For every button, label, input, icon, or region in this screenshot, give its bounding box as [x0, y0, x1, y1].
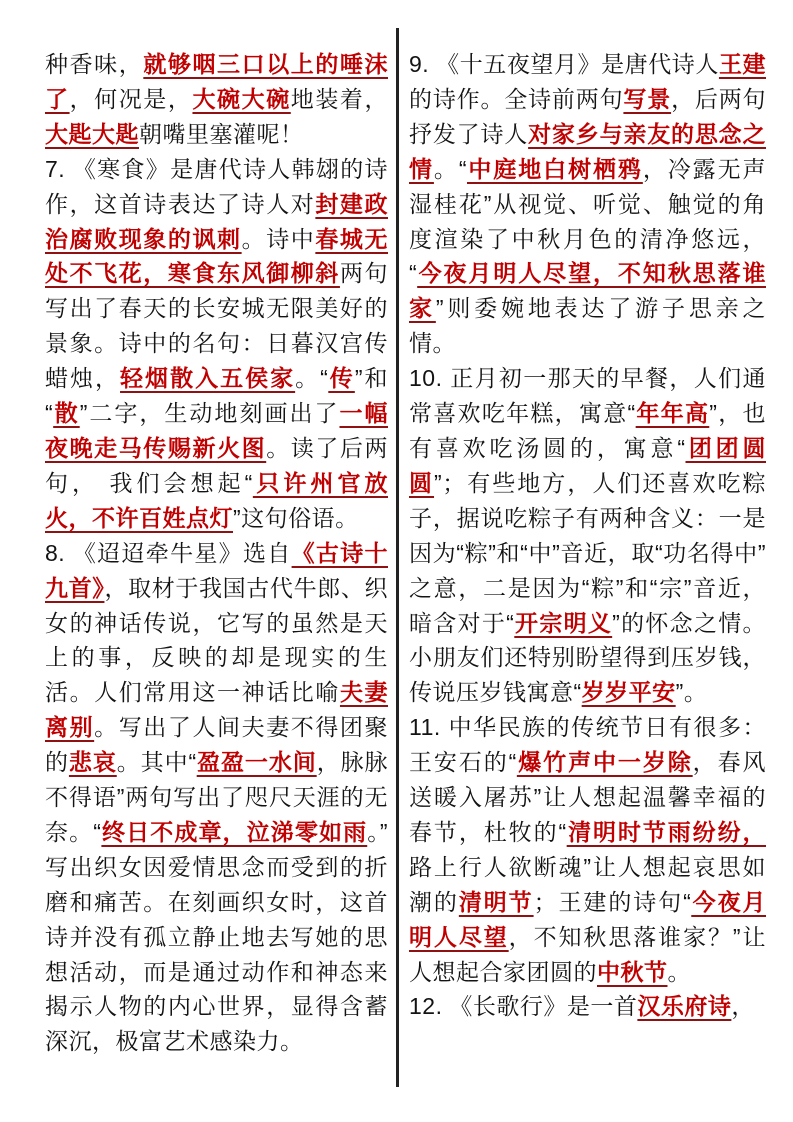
text-run: 9. 《十五夜望月》是唐代诗人	[409, 51, 719, 77]
highlight-run: 春城无处不飞花，寒食东风御柳斜	[45, 225, 389, 287]
text-run: ，冷露无声湿桂花”从视觉、听觉、触觉的角度渲染了中秋月色的清净悠远，“	[409, 155, 767, 287]
highlight-run: 对家乡与亲友的思念之情	[409, 120, 767, 182]
text-run: ”二字，生动地刻画出了	[79, 400, 340, 427]
paragraph	[45, 536, 388, 1060]
text-run: 。写出了人间夫妻不得团聚的	[45, 714, 389, 776]
text-run: ”的怀念之情。小朋友们还特别盼望得到压岁钱，传说压岁钱寓意“	[409, 609, 766, 706]
text-run: ”；有些地方，人们还喜欢吃粽子，据说吃粽子有两种含义：一是因为“粽”和“中”音近，取“功名得中”之意，二是因为“粽”和“宗”音近，暗含对于“	[409, 469, 766, 636]
text-run: 10. 正月初一那天的早餐，人们通常喜欢吃年糕，寓意“	[409, 365, 766, 427]
highlight-run: 轻烟散入五侯家	[120, 365, 296, 392]
highlight-run: 团团圆圆	[409, 434, 766, 496]
highlight-run: 中庭地白树栖鸦	[467, 155, 643, 182]
highlight-run: 清明节	[458, 888, 534, 915]
text-run: 8. 《迢迢牵牛星》选自	[45, 539, 292, 566]
text-run: ”，也有喜欢吃汤圆的，寓意“	[409, 400, 766, 461]
highlight-run: 终日不成章，泣涕零如雨	[101, 818, 368, 845]
text-run: 。“	[295, 365, 329, 392]
text-run: 。	[667, 958, 691, 985]
highlight-run: 岁岁平安	[581, 679, 676, 706]
text-run: ，脉脉不得语”两句写出了咫尺天涯的无奈。“	[45, 749, 389, 845]
text-run: 。“	[433, 155, 467, 182]
text-run: ，不知秋思落谁家？”让人想起合家团圆的	[409, 923, 766, 985]
paragraph	[409, 361, 766, 710]
text-run: 。诗中	[241, 225, 316, 252]
highlight-run: 封建政治腐败现象的讽刺	[45, 190, 389, 252]
text-run: ，何况是，	[69, 85, 193, 112]
column-divider	[396, 28, 399, 1087]
text-run: ；王建的诗句“	[533, 888, 692, 915]
highlight-run: 散	[53, 400, 80, 427]
text-run: 种香味，	[45, 51, 144, 77]
highlight-run: 汉乐府诗	[637, 993, 732, 1020]
text-run: ”和“	[45, 365, 388, 427]
text-run: 地装着，	[290, 85, 389, 112]
highlight-run: 王建	[718, 51, 767, 77]
highlight-run: 今夜月明人尽望，不知秋思落谁家	[409, 260, 766, 322]
text-run: ”。	[675, 679, 708, 706]
text-run: ，后两句抒发了诗人	[409, 85, 767, 147]
highlight-run: 《古诗十九首》	[45, 539, 388, 601]
paragraph	[45, 152, 388, 536]
highlight-run: 悲哀	[68, 749, 117, 776]
highlight-run: 传	[328, 365, 355, 392]
left-column	[45, 47, 388, 1059]
text-run: 。读了后两句， 我们会想起“	[45, 434, 389, 496]
highlight-run: 只许州官放火，不许百姓点灯	[45, 469, 388, 531]
highlight-run: 大匙大匙	[45, 120, 139, 147]
highlight-run: 盈盈一水间	[196, 749, 317, 776]
text-run: 两句写出了春天的长安城无限美好的景象。诗中的名句：日暮汉宫传蜡烛，	[45, 260, 389, 392]
highlight-run: 一幅夜晚走马传赐新火图	[45, 400, 389, 461]
text-run: ”则委婉地表达了游子思亲之情。	[409, 295, 766, 357]
text-run: ，春风送暖入屠苏”让人想起温馨幸福的春节，杜牧的“	[409, 749, 767, 845]
highlight-run: 中秋节	[597, 958, 668, 985]
paragraph	[409, 47, 766, 361]
highlight-run: 开宗明义	[514, 609, 613, 636]
highlight-run: 写景	[623, 85, 672, 112]
text-run: ”这句俗语。	[233, 504, 359, 531]
text-run: ，取材于我国古代牛郎、织女的神话传说，它写的虽然是天上的事，反映的却是现实的生活。人们常用这一神话比喻	[45, 574, 389, 706]
paragraph	[409, 710, 766, 989]
text-run: ，	[731, 993, 755, 1020]
highlight-run: 大碗大碗	[192, 85, 291, 112]
text-run: 。其中“	[116, 749, 197, 776]
paragraph	[45, 47, 388, 152]
highlight-run: 今夜月明人尽望	[409, 888, 767, 950]
highlight-run: 就够咽三口以上的唾沫了	[45, 51, 389, 112]
text-run: 路上行人欲断魂”让人想起哀思如潮的	[409, 853, 766, 915]
text-run: 。”写出织女因爱情思念而受到的折磨和痛苦。在刻画织女时，这首诗并没有孤立静止地去写她的思想活动，而是通过动作和神态来揭示人物的内心世界，显得含蓄深沉，极富艺术感染力。	[45, 818, 388, 1055]
right-column	[409, 47, 766, 1024]
highlight-run: 爆竹声中一岁除	[516, 749, 693, 776]
highlight-run: 年年高	[635, 400, 710, 427]
paragraph	[409, 989, 766, 1024]
text-run: 的诗作。全诗前两句	[409, 85, 624, 112]
text-run: 12. 《长歌行》是一首	[409, 993, 638, 1020]
text-run: 11. 中华民族的传统节日有很多：王安石的“	[409, 714, 766, 776]
highlight-run: 夫妻离别	[45, 679, 389, 741]
text-run: 朝嘴里塞灌呢！	[139, 120, 304, 147]
text-run: 7. 《寒食》是唐代诗人韩翃的诗作，这首诗表达了诗人对	[45, 155, 388, 217]
highlight-run: 清明时节雨纷纷，	[566, 818, 767, 845]
